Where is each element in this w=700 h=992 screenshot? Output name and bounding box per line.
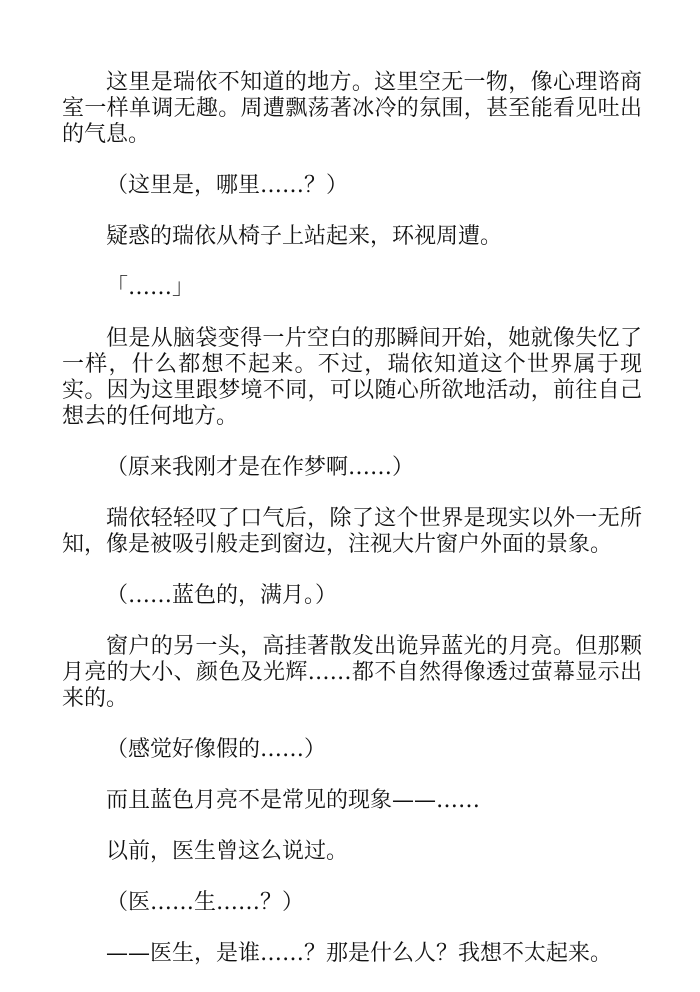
document-page (62, 70, 642, 967)
paragraph-3: 疑惑的瑞依从椅子上站起来，环视周遭。 (106, 224, 503, 249)
paragraph-1: 这里是瑞依不知道的地方。这里空无一物，像心理谘商室一样单调无趣。周遭飘荡著冰冷的氛围，甚至能看见吐出的气息。 (62, 70, 642, 147)
paragraph-2: （这里是，哪里……？） (106, 173, 349, 198)
paragraph-6: （原来我刚才是在作梦啊……） (106, 455, 415, 480)
paragraph-8: （……蓝色的，满月。） (106, 583, 338, 608)
paragraph-5: 但是从脑袋变得一片空白的那瞬间开始，她就像失忆了一样，什么都想不起来。不过，瑞依知道这个世界属于现实。因为这里跟梦境不同，可以随心所欲地活动，前往自己想去的任何地方。 (62, 326, 642, 429)
paragraph-14: ——医生，是谁……？那是什么人？我想不太起来。 (106, 941, 613, 966)
paragraph-12: 以前，医生曾这么说过。 (106, 839, 349, 864)
paragraph-7: 瑞依轻轻叹了口气后，除了这个世界是现实以外一无所知，像是被吸引般走到窗边，注视大片窗户外面的景象。 (62, 506, 642, 557)
paragraph-13: （医……生……？） (106, 890, 305, 915)
paragraph-9: 窗户的另一头，高挂著散发出诡异蓝光的月亮。但那颗月亮的大小、颜色及光辉……都不自然得像透过萤幕显示出来的。 (62, 634, 642, 711)
paragraph-10: （感觉好像假的……） (106, 737, 327, 762)
paragraph-4: 「……」 (106, 275, 195, 300)
paragraph-11: 而且蓝色月亮不是常见的现象——…… (106, 788, 481, 813)
